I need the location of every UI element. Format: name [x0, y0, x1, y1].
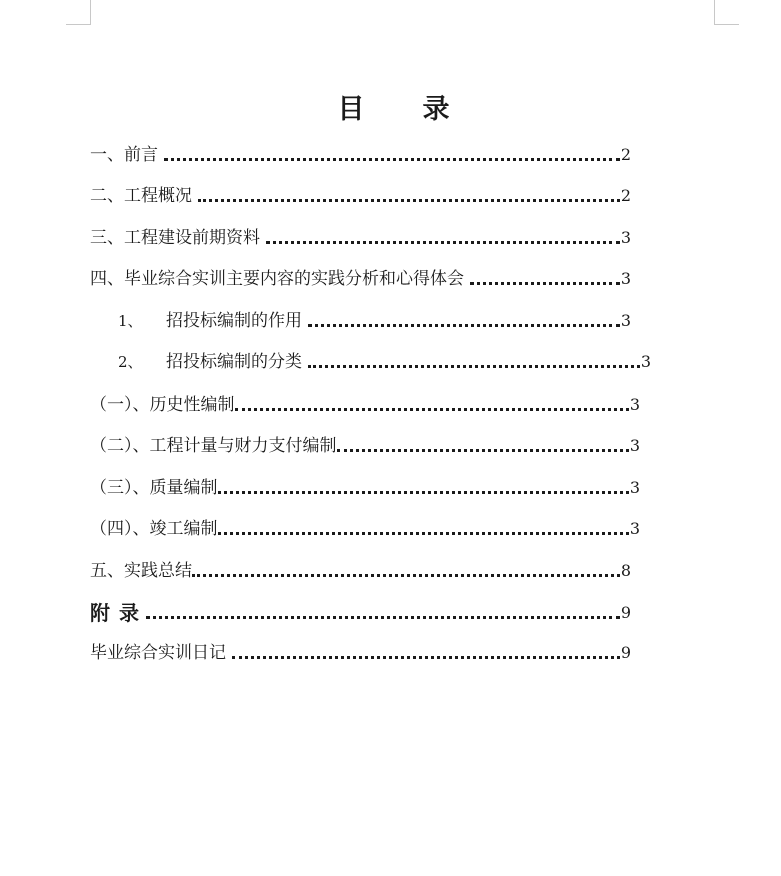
toc-entry-label [118, 351, 302, 373]
toc-dot-leader [235, 408, 629, 411]
toc-entry-appendix[interactable] [90, 598, 631, 624]
toc-page-number: 3 [620, 228, 631, 247]
toc-entry-label: 附 录 [90, 601, 140, 625]
toc-title-char-1: 目 [337, 94, 367, 125]
toc-dot-leader [218, 532, 629, 535]
toc-entry-label: 三、工程建设前期资料 [90, 228, 260, 248]
toc-title [0, 88, 781, 132]
toc-title-char-2: 录 [422, 94, 452, 125]
toc-page-number: 3 [629, 436, 640, 455]
toc-entry-label [118, 310, 302, 332]
toc-dot-leader [192, 574, 620, 577]
toc-page-number: 9 [620, 603, 631, 622]
toc-entry-label: 二、工程概况 [90, 186, 192, 206]
toc-entry-label: （一）、历史性编制 [90, 395, 235, 415]
toc-dot-leader [337, 449, 629, 452]
toc-entry-completion[interactable] [90, 514, 640, 540]
toc-dot-leader [266, 241, 620, 244]
toc-entry-historical[interactable] [90, 390, 640, 416]
toc-entry-bidding-role[interactable] [118, 306, 631, 332]
toc-entry-number: 1、 [118, 312, 143, 330]
toc-page-number: 3 [629, 395, 640, 414]
toc-entry-text: 招投标编制的作用 [166, 311, 302, 331]
toc-entry-text: 招投标编制的分类 [166, 352, 302, 372]
toc-dot-leader [232, 656, 620, 659]
crop-mark-top-right [714, 0, 739, 25]
toc-dot-leader [198, 199, 620, 202]
toc-entry-project-overview[interactable] [90, 181, 631, 207]
toc-dot-leader [308, 324, 620, 327]
toc-dot-leader [308, 365, 640, 368]
crop-mark-top-left [66, 0, 91, 25]
toc-entry-label: 五、实践总结 [90, 561, 192, 581]
toc-page-number: 2 [620, 145, 631, 164]
toc-entry-label: （二）、工程计量与财力支付编制 [90, 436, 337, 456]
toc-dot-leader [164, 158, 620, 161]
toc-dot-leader [146, 616, 620, 619]
toc-dot-leader [218, 491, 629, 494]
toc-entry-summary[interactable] [90, 556, 631, 582]
toc-entry-training-diary[interactable] [90, 638, 631, 664]
toc-entry-metering-payment[interactable] [90, 431, 640, 457]
toc-entry-preliminary-data[interactable] [90, 223, 631, 249]
toc-page-number: 3 [640, 352, 651, 371]
toc-entry-label: 毕业综合实训日记 [90, 643, 226, 663]
toc-entry-label: 一、前言 [90, 145, 158, 165]
toc-entry-label: （三）、质量编制 [90, 478, 218, 498]
toc-dot-leader [470, 282, 620, 285]
toc-entry-quality[interactable] [90, 473, 640, 499]
toc-entry-bidding-types[interactable] [118, 347, 651, 373]
toc-page-number: 3 [629, 478, 640, 497]
toc-page-number: 3 [629, 519, 640, 538]
toc-page-number: 2 [620, 186, 631, 205]
toc-page-number: 3 [620, 311, 631, 330]
toc-entry-preface[interactable] [90, 140, 631, 166]
toc-page-number: 9 [620, 643, 631, 662]
toc-entry-number: 2、 [118, 353, 143, 371]
toc-entry-label: 四、毕业综合实训主要内容的实践分析和心得体会 [90, 269, 464, 289]
toc-entry-practice-analysis[interactable] [90, 264, 631, 290]
toc-entry-label: （四）、竣工编制 [90, 519, 218, 539]
toc-page-number: 3 [620, 269, 631, 288]
toc-page-number: 8 [620, 561, 631, 580]
